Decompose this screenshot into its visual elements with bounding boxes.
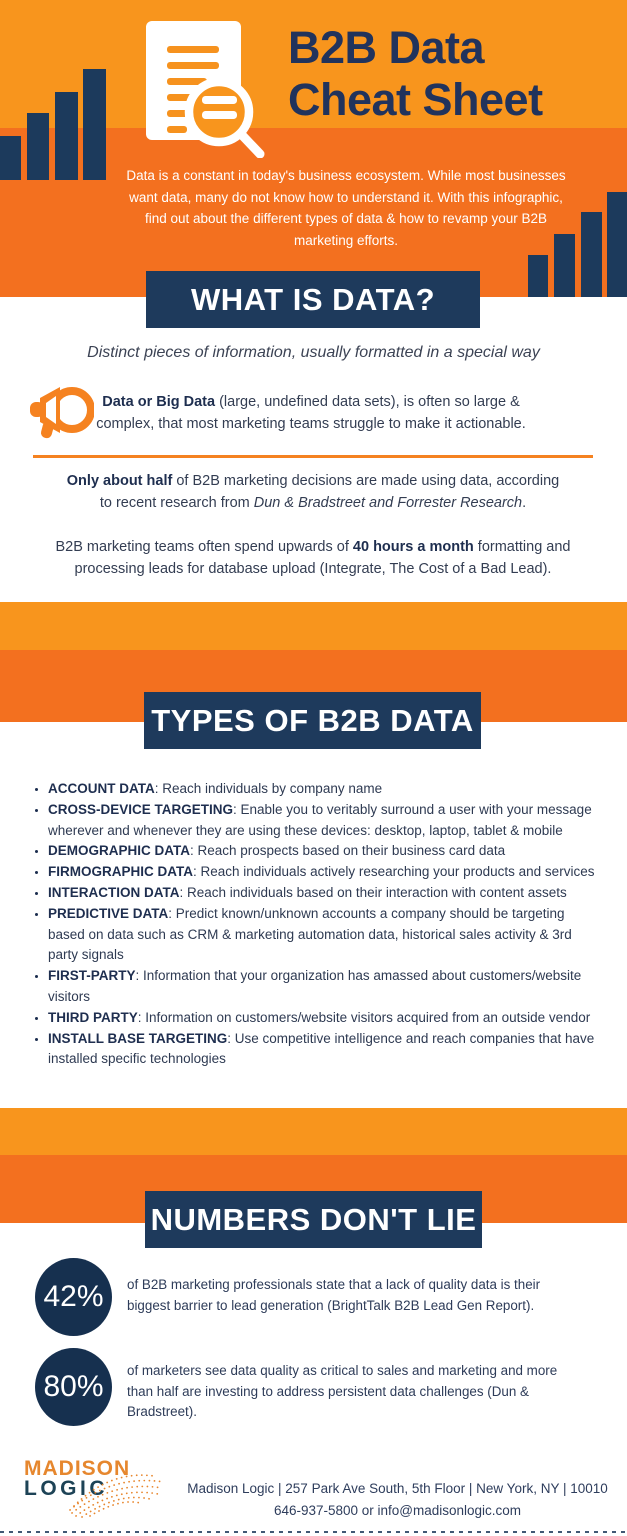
list-item: • ACCOUNT DATA: Reach individuals by company name	[48, 779, 623, 800]
list-item: • DEMOGRAPHIC DATA: Reach prospects based on their business card data	[48, 841, 623, 862]
stat-circle-42: 42%	[35, 1258, 112, 1336]
list-item: • CROSS-DEVICE TARGETING: Enable you to veritably surround a user with your message wherever and whenever they are using these devices: desktop, laptop, tablet & mobile	[48, 800, 623, 842]
footer-contact-line: 646-937-5800 or info@madisonlogic.com	[273, 1503, 522, 1518]
logo-madison-text: MADISON	[24, 1457, 131, 1480]
bar	[0, 136, 21, 180]
list-item: • PREDICTIVE DATA: Predict known/unknown accounts a company should be targeting based on data such as CRM & marketing automation data, historical sales activity & 3rd party signals	[48, 904, 623, 966]
bar	[83, 69, 106, 180]
data-definition-text: Distinct pieces of information, usually formatted in a special way	[87, 344, 540, 361]
types-band-light	[0, 602, 627, 650]
bar-chart-left-icon	[0, 0, 110, 185]
list-item: • INTERACTION DATA: Reach individuals based on their interaction with content assets	[48, 883, 623, 904]
orange-divider	[33, 455, 593, 458]
stat-text-80: of marketers see data quality as critical to sales and marketing and more than half are investing to address persistent data challenges (Dun & Bradstreet).	[127, 1363, 558, 1419]
list-item: • INSTALL BASE TARGETING: Use competitive intelligence and reach companies that have installed specific technologies	[48, 1029, 623, 1071]
fact-hours-paragraph: B2B marketing teams often spend upwards of 40 hours a month formatting and processing leads for database upload (Integrate, The Cost of a Bad Lead).	[55, 539, 571, 577]
bottom-dashed-border	[0, 1531, 627, 1533]
section-banner-what-is-data: WHAT IS DATA?	[146, 271, 480, 328]
logo-logic-text: LOGIC	[24, 1477, 108, 1500]
title-line-2: Cheat Sheet	[288, 74, 543, 125]
stat-circle-80: 80%	[35, 1348, 112, 1426]
document-magnifier-icon	[145, 20, 267, 158]
bar	[27, 113, 49, 180]
page-title	[288, 22, 543, 126]
big-data-paragraph: Data or Big Data (large, undefined data sets), is often so large & complex, that most marketing teams struggle to make it actionable.	[96, 394, 526, 432]
footer-address	[84, 1478, 627, 1522]
section-banner-types: TYPES OF B2B DATA	[144, 692, 481, 749]
list-item: • THIRD PARTY: Information on customers/website visitors acquired from an outside vendor	[48, 1008, 623, 1029]
b2b-data-types-list	[33, 779, 623, 1070]
list-item: • FIRST-PARTY: Information that your organization has amassed about customers/website visitors	[48, 966, 623, 1008]
footer-address-line: Madison Logic | 257 Park Ave South, 5th Floor | New York, NY | 10010	[187, 1481, 608, 1496]
title-line-1: B2B Data	[288, 22, 485, 73]
intro-paragraph: Data is a constant in today's business ecosystem. While most businesses want data, many do not know how to understand it. With this infographic, find out about the different types of data & how to revamp your B2B marketing efforts.	[126, 168, 566, 248]
fact-half-paragraph: Only about half of B2B marketing decisions are made using data, according to recent research from Dun & Bradstreet and Forrester Research.	[66, 473, 560, 511]
numbers-band-light	[0, 1108, 627, 1155]
stat-text-42: of B2B marketing professionals state that a lack of quality data is their biggest barrier to lead generation (BrightTalk B2B Lead Gen Report).	[127, 1277, 541, 1313]
bar	[528, 255, 548, 297]
list-item: • FIRMOGRAPHIC DATA: Reach individuals actively researching your products and services	[48, 862, 623, 883]
section-banner-numbers: NUMBERS DON'T LIE	[145, 1191, 482, 1248]
